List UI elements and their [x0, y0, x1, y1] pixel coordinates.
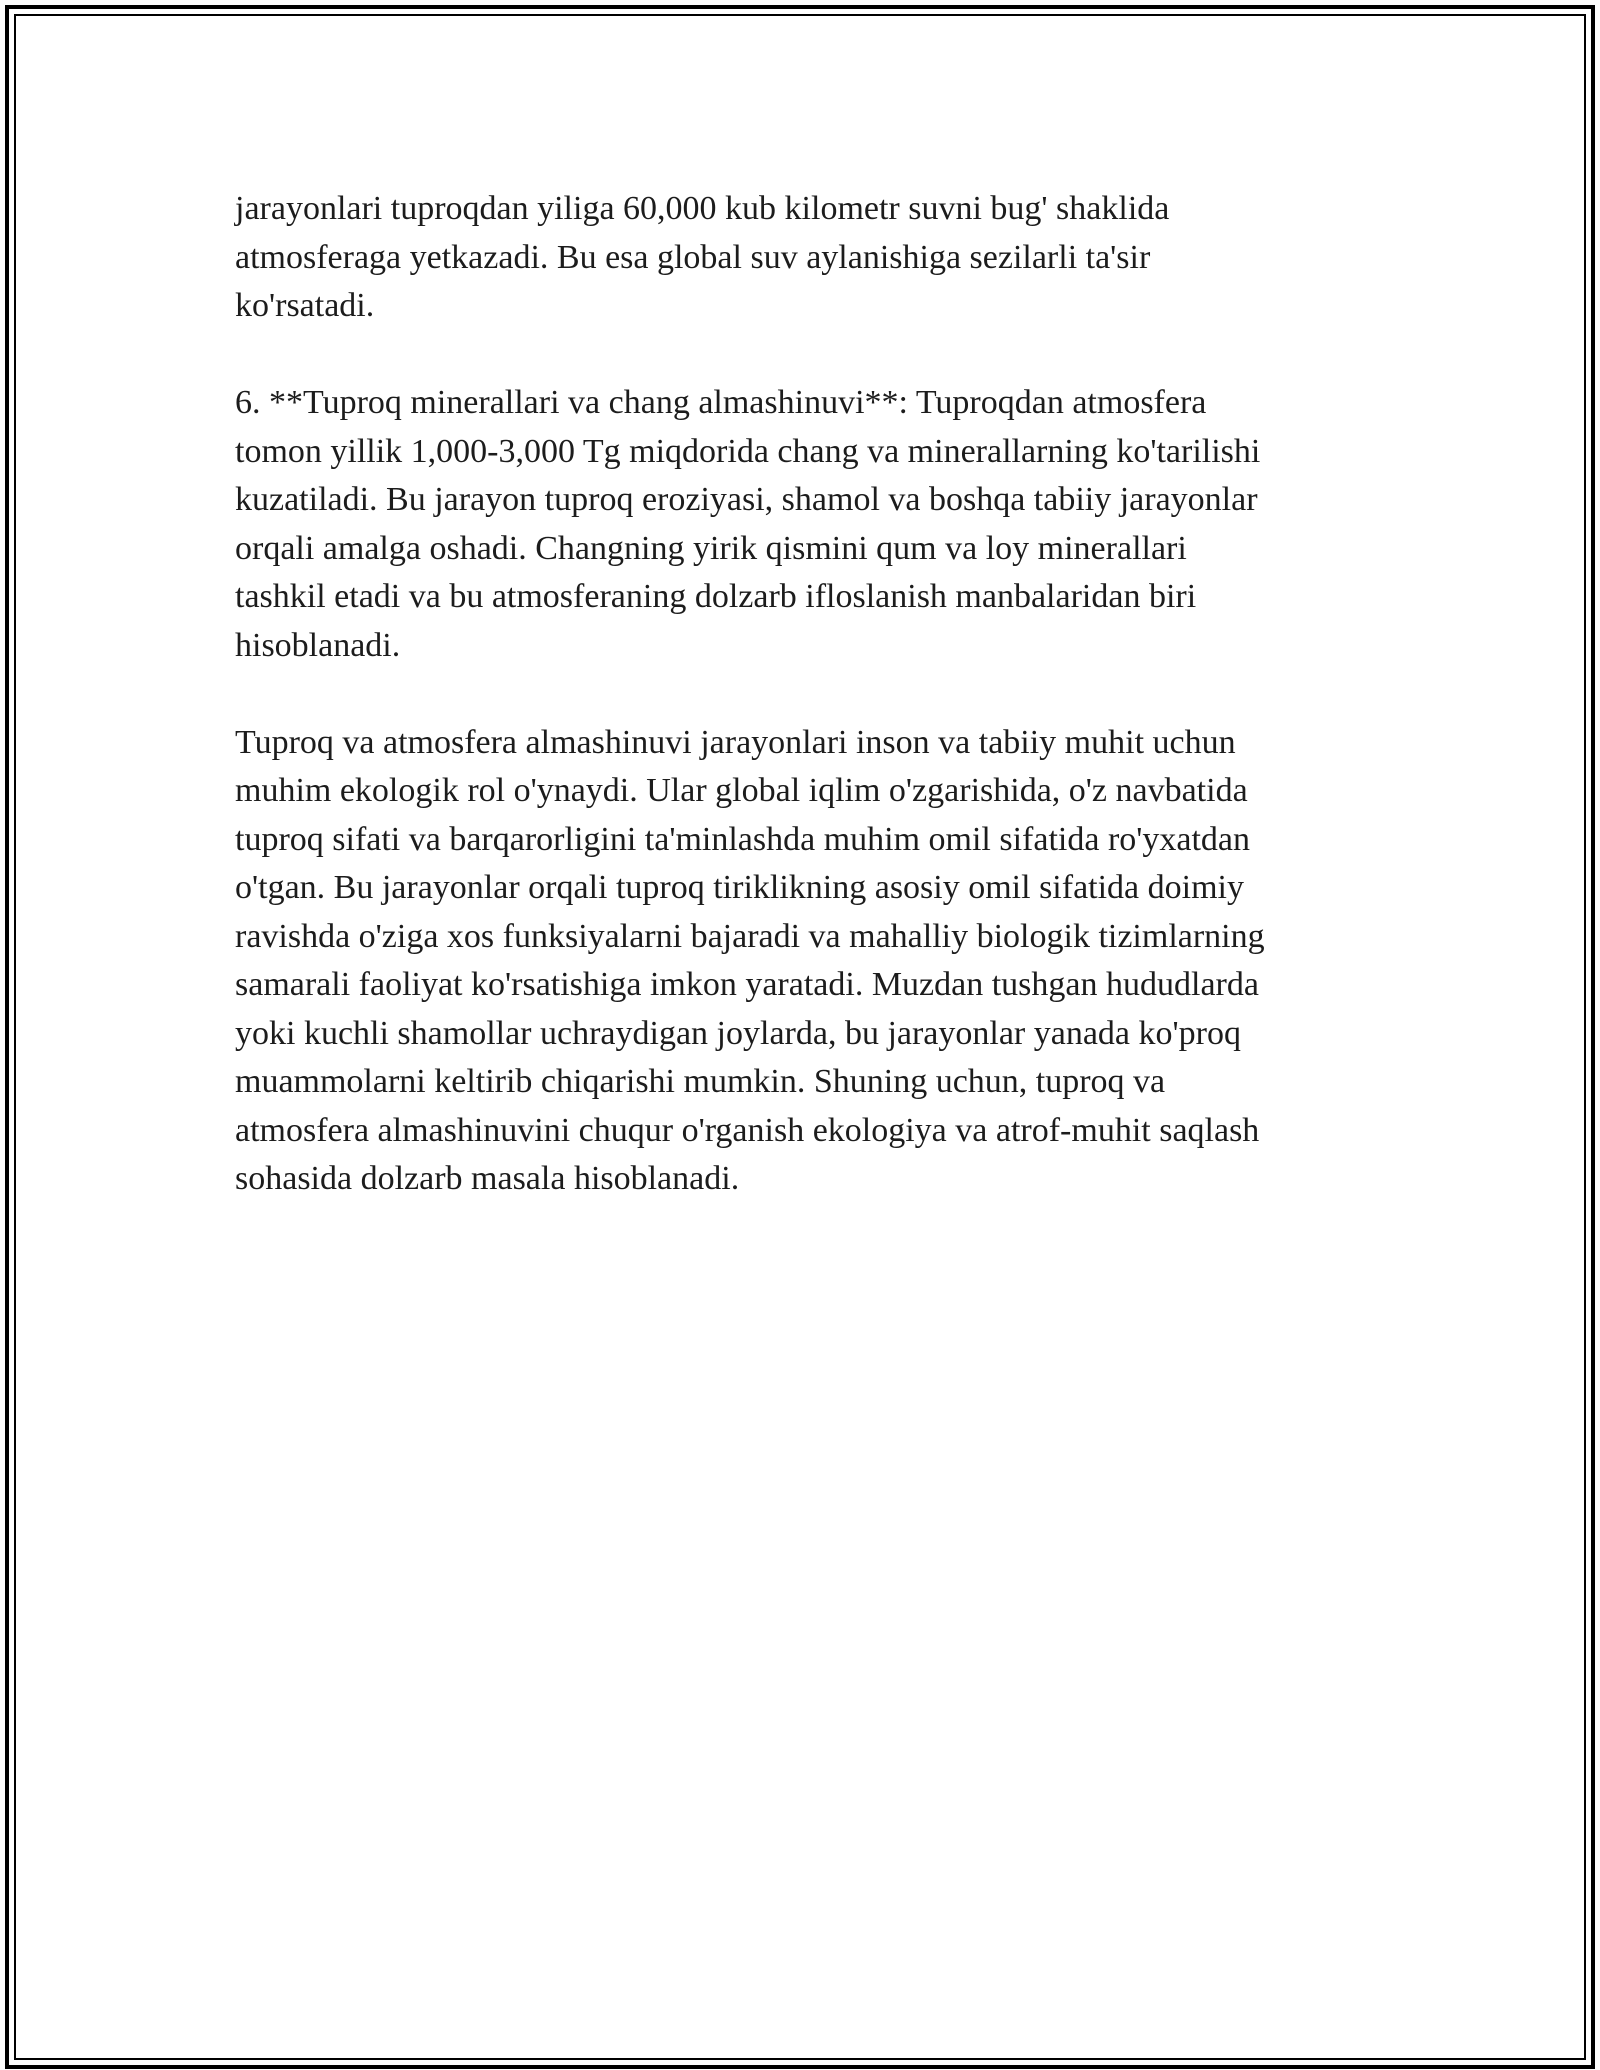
document-body — [235, 185, 1375, 1204]
paragraph-conclusion — [235, 719, 1375, 1204]
paragraph-water-vapor — [235, 185, 1375, 331]
text-line: orqali amalga oshadi. Changning yirik qismini qum va loy minerallari — [235, 529, 1187, 567]
text-line: ko'rsatadi. — [235, 287, 375, 324]
text-line: 6. **Tuproq minerallari va chang almashinuvi**: Tuproqdan atmosfera — [235, 384, 1207, 421]
text-line: atmosfera almashinuvini chuqur o'rganish ekologiya va atrof-muhit saqlash — [235, 1111, 1260, 1149]
text-line: ravishda o'ziga xos funksiyalarni bajaradi va mahalliy biologik tizimlarning — [235, 917, 1265, 955]
text-line: sohasida dolzarb masala hisoblanadi. — [235, 1160, 740, 1197]
text-line: Tuproq va atmosfera almashinuvi jarayonlari inson va tabiiy muhit uchun — [235, 723, 1236, 761]
text-line: o'tgan. Bu jarayonlar orqali tuproq tiriklikning asosiy omil sifatida doimiy — [235, 869, 1244, 906]
text-line: yoki kuchli shamollar uchraydigan joylarda, bu jarayonlar yanada ko'proq — [235, 1014, 1241, 1052]
text-line: tashkil etadi va bu atmosferaning dolzarb ifloslanish manbalaridan biri — [235, 578, 1197, 615]
text-line: atmosferaga yetkazadi. Bu esa global suv aylanishiga sezilarli ta'sir — [235, 238, 1151, 276]
paragraph-spacer — [235, 331, 1375, 380]
paragraph-spacer — [235, 670, 1375, 719]
text-line: muhim ekologik rol o'ynaydi. Ular global iqlim o'zgarishida, o'z navbatida — [235, 772, 1248, 809]
text-line: muammolarni keltirib chiqarishi mumkin. Shuning uchun, tuproq va — [235, 1063, 1166, 1100]
paragraph-minerals-dust — [235, 379, 1375, 670]
text-line: tomon yillik 1,000-3,000 Tg miqdorida chang va minerallarning ko'tarilishi — [235, 432, 1261, 470]
text-line: tuproq sifati va barqarorligini ta'minlashda muhim omil sifatida ro'yxatdan — [235, 820, 1251, 858]
text-line: hisoblanadi. — [235, 626, 401, 664]
text-line: jarayonlari tuproqdan yiliga 60,000 kub kilometr suvni bug' shaklida — [235, 190, 1170, 227]
text-line: kuzatiladi. Bu jarayon tuproq eroziyasi, shamol va boshqa tabiiy jarayonlar — [235, 481, 1258, 518]
text-line: samarali faoliyat ko'rsatishiga imkon yaratadi. Muzdan tushgan hududlarda — [235, 966, 1259, 1003]
